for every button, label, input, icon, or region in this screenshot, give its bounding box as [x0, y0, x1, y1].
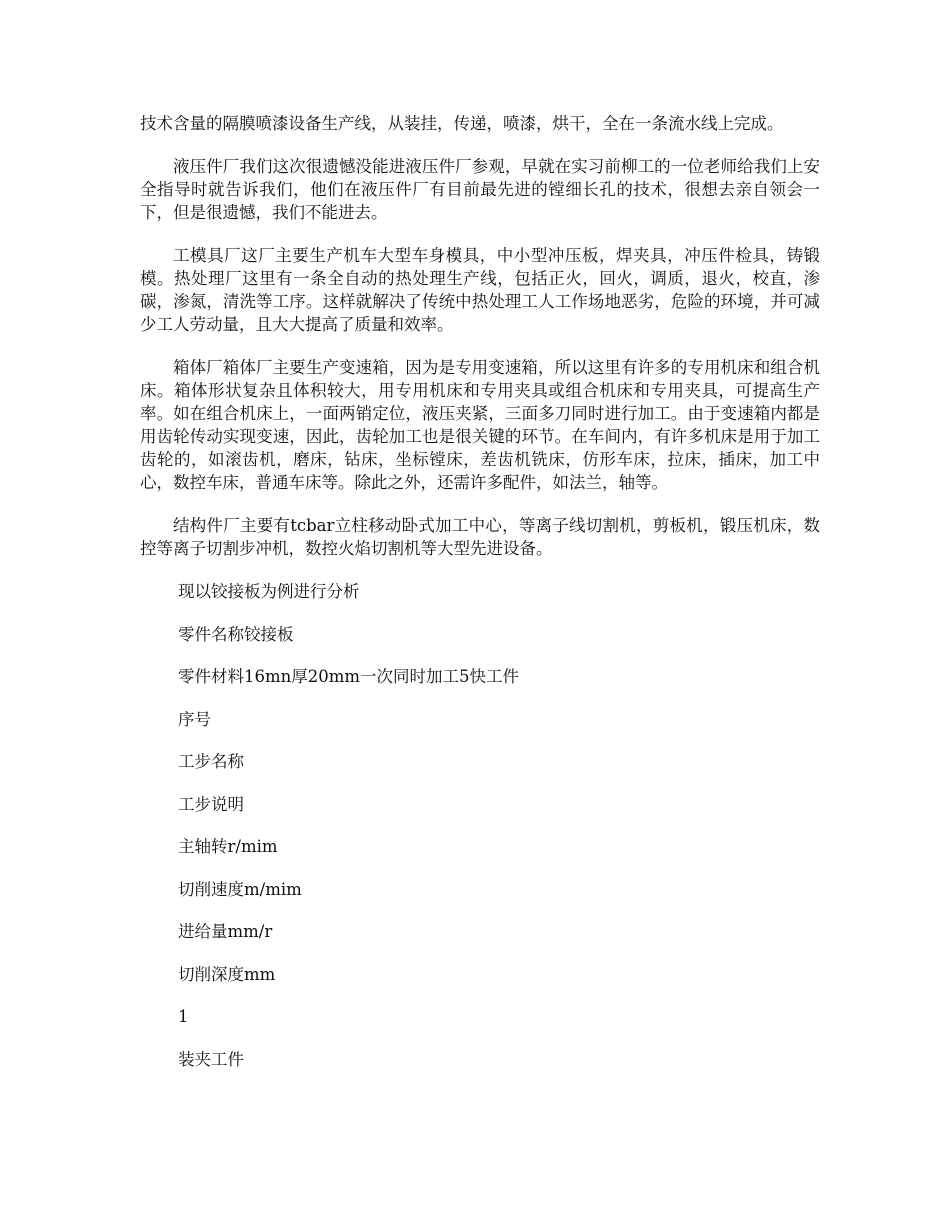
- line-col-feed-rate: 进给量mm/r: [178, 922, 273, 941]
- line-part-name: 零件名称铰接板: [178, 624, 294, 644]
- line-col-step-description: 工步说明: [178, 794, 244, 814]
- line-col-cutting-depth: 切削深度mm: [178, 964, 276, 984]
- paragraph-intro-continuation: 技术含量的隔膜喷漆设备生产线，从装挂，传递，喷漆，烘干，全在一条流水线上完成。: [140, 114, 784, 133]
- line-step-clamp-workpiece: 装夹工件: [178, 1049, 244, 1069]
- line-analysis-intro: 现以铰接板为例进行分析: [178, 582, 360, 601]
- line-row-number: 1: [178, 1007, 189, 1026]
- line-part-material: 零件材料16mn厚20mm一次同时加工5快工件: [178, 667, 520, 686]
- line-col-cutting-speed: 切削速度m/mim: [178, 879, 302, 899]
- paragraph-tooling-plant: 工模具厂这厂主要生产机车大型车身模具，中小型冲压板，焊夹具，冲压件检具，铸锻模。热处理厂这里有一条全自动的热处理生产线，包括正火，回火，调质，退火，校直，渗碳，渗氮，清洗等工序。这样就解决了传统中热处理工人工作场地恶劣，危险的环境，并可减少工人劳动量，且大大提高了质量和效率。: [140, 246, 820, 334]
- line-col-spindle-speed: 主轴转r/mim: [178, 837, 278, 856]
- paragraph-structural-parts-plant: 结构件厂主要有tcbar立柱移动卧式加工中心，等离子线切割机，剪板机，锻压机床，数控等离子切割步冲机，数控火焰切割机等大型先进设备。: [140, 516, 820, 558]
- paragraph-gearbox-plant: 箱体厂箱体厂主要生产变速箱，因为是专用变速箱，所以这里有许多的专用机床和组合机床。箱体形状复杂且体积较大，用专用机床和专用夹具或组合机床和专用夹具，可提高生产率。如在组合机床上，一面两销定位，液压夹紧，三面多刀同时进行加工。由于变速箱内都是用齿轮传动实现变速，因此，齿轮加工也是很关键的环节。在车间内，有许多机床是用于加工齿轮的，如滚齿机，磨床，钻床，坐标镗床，差齿机铣床，仿形车床，拉床，插床，加工中心，数控车床，普通车床等。除此之外，还需许多配件，如法兰，轴等。: [140, 358, 820, 492]
- paragraph-hydraulic-parts-plant: 液压件厂我们这次很遗憾没能进液压件厂参观，早就在实习前柳工的一位老师给我们上安全指导时就告诉我们，他们在液压件厂有目前最先进的镗细长孔的技术，很想去亲自领会一下，但是很遗憾，我们不能进去。: [140, 157, 820, 222]
- line-col-step-name: 工步名称: [178, 752, 244, 771]
- document-body: [140, 112, 820, 1071]
- line-col-sequence: 序号: [178, 709, 211, 729]
